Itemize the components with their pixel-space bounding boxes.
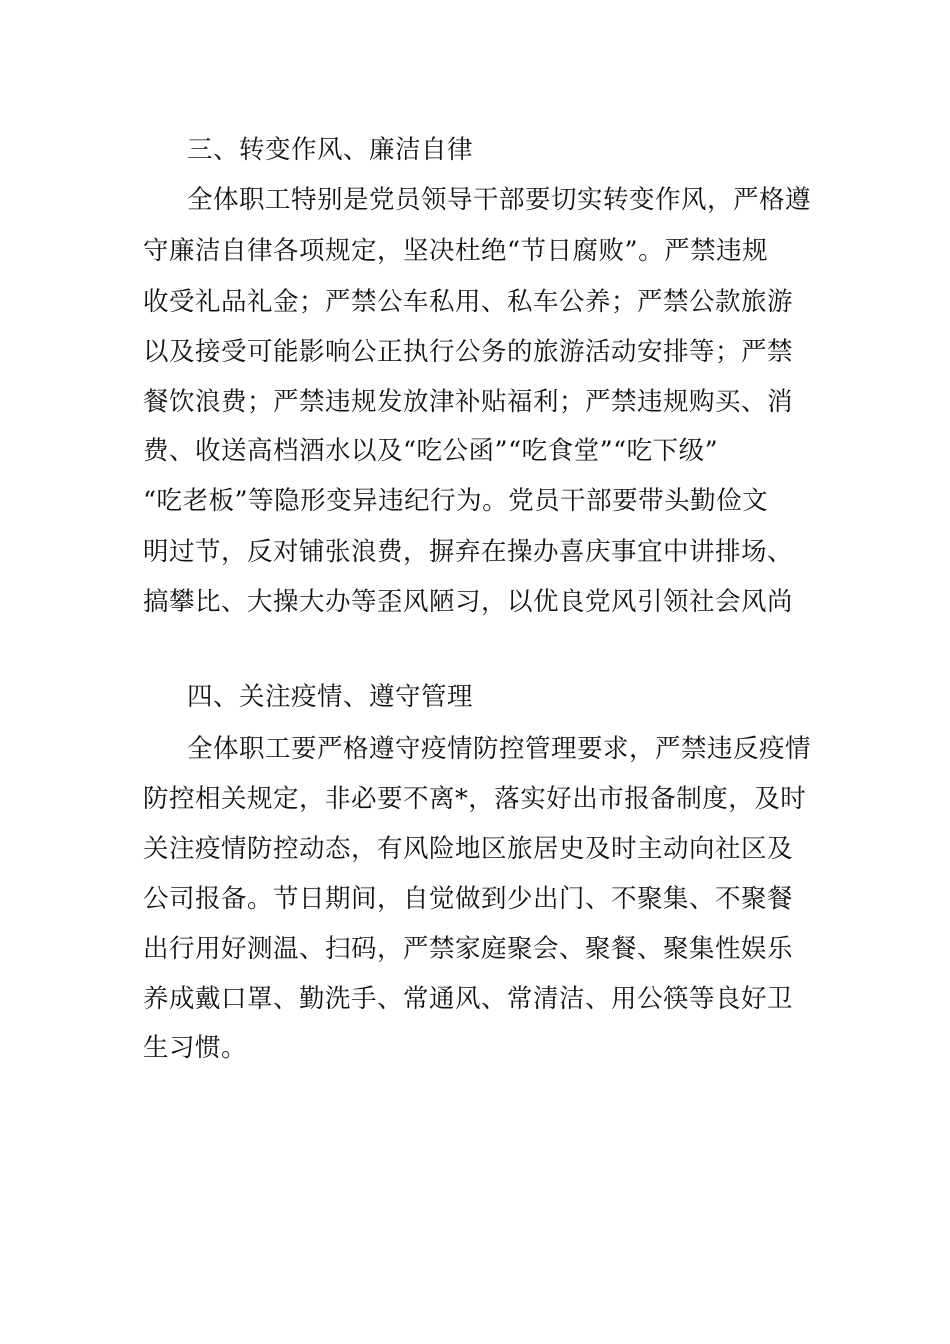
section-3-heading: 三、转变作风、廉洁自律: [187, 135, 474, 165]
section-3-line-2: 守廉洁自律各项规定，坚决杜绝“节日腐败”。严禁违规: [143, 236, 769, 266]
section-3-line-3: 收受礼品礼金；严禁公车私用、私车公养；严禁公款旅游: [143, 287, 794, 317]
section-4-line-2: 防控相关规定，非必要不离*，落实好出市报备制度，及时: [143, 784, 807, 814]
section-3-line-6: 费、收送高档酒水以及“吃公函”“吃食堂”“吃下级”: [143, 436, 719, 466]
section-3-line-9: 搞攀比、大操大办等歪风陋习，以优良党风引领社会风尚: [143, 587, 794, 617]
section-3-line-5: 餐饮浪费；严禁违规发放津补贴福利；严禁违规购买、消: [143, 387, 794, 417]
section-3-line-4: 以及接受可能影响公正执行公务的旅游活动安排等；严禁: [143, 337, 794, 367]
section-4-heading: 四、关注疫情、遵守管理: [187, 682, 474, 712]
section-3-line-1: 全体职工特别是党员领导干部要切实转变作风，严格遵: [187, 185, 812, 215]
section-4-line-7: 生习惯。: [143, 1033, 248, 1063]
section-4-line-6: 养成戴口罩、勤洗手、常通风、常清洁、用公筷等良好卫: [143, 984, 794, 1014]
section-4-line-5: 出行用好测温、扫码，严禁家庭聚会、聚餐、聚集性娱乐: [143, 934, 794, 964]
section-4-line-4: 公司报备。节日期间，自觉做到少出门、不聚集、不聚餐: [143, 884, 794, 914]
section-3-line-8: 明过节，反对铺张浪费，摒弃在操办喜庆事宜中讲排场、: [143, 537, 794, 567]
section-3-line-7: “吃老板”等隐形变异违纪行为。党员干部要带头勤俭文: [143, 486, 769, 516]
section-4-line-1: 全体职工要严格遵守疫情防控管理要求，严禁违反疫情: [187, 734, 812, 764]
section-4-line-3: 关注疫情防控动态，有风险地区旅居史及时主动向社区及: [143, 834, 794, 864]
